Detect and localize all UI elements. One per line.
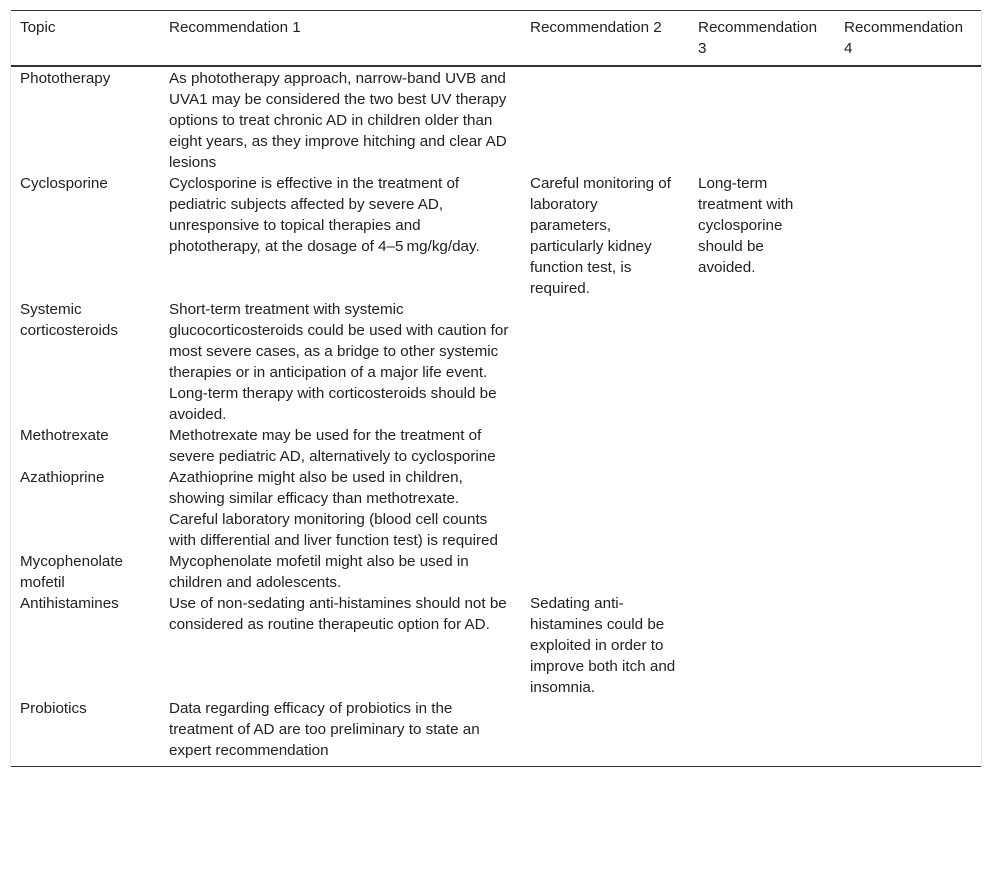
cell-recommendation-4 [834, 467, 982, 551]
cell-recommendation-4 [834, 698, 982, 767]
cell-topic: Cyclosporine [20, 175, 108, 192]
cell-recommendation-3: Long-term treatment with cyclosporine should be avoided. [698, 175, 794, 276]
cell-recommendation-2 [520, 698, 688, 767]
recommendations-table-container [10, 10, 982, 767]
cell-topic: Mycophenolate mofetil [20, 553, 124, 591]
cell-topic: Probiotics [20, 700, 87, 717]
cell-recommendation-3 [688, 551, 834, 593]
cell-recommendation-3 [688, 66, 834, 173]
table-row [10, 66, 982, 173]
cell-recommendation-1: Short-term treatment with systemic glucocorticosteroids could be used with caution for most severe cases, as a bridge to other systemic therapies or in anticipation of a major life event. Long-term therapy with corticosteroids should be avoided. [169, 301, 509, 423]
header-recommendation-3: Recommendation 3 [698, 19, 818, 57]
table-left-edge [10, 10, 11, 767]
header-recommendation-2: Recommendation 2 [530, 19, 662, 36]
cell-recommendation-1: Use of non-sedating anti-histamines should not be considered as routine therapeutic option for AD. [169, 595, 507, 633]
cell-recommendation-2 [520, 299, 688, 425]
table-row [10, 593, 982, 698]
cell-recommendation-4 [834, 66, 982, 173]
header-recommendation-4: Recommendation 4 [844, 19, 964, 57]
cell-recommendation-1: Cyclosporine is effective in the treatment of pediatric subjects affected by severe AD, unresponsive to topical therapies and phototherapy, at the dosage of 4–5 mg/kg/day. [169, 175, 480, 255]
cell-recommendation-3 [688, 593, 834, 698]
cell-topic: Systemic corticosteroids [20, 301, 118, 339]
cell-recommendation-2: Sedating anti-histamines could be exploited in order to improve both itch and insomnia. [530, 595, 676, 696]
cell-recommendation-1: Mycophenolate mofetil might also be used in children and adolescents. [169, 553, 469, 591]
cell-recommendation-4 [834, 299, 982, 425]
table-right-edge [981, 10, 982, 767]
cell-recommendation-3 [688, 698, 834, 767]
cell-topic: Antihistamines [20, 595, 119, 612]
header-row [10, 11, 982, 67]
cell-recommendation-2 [520, 551, 688, 593]
cell-topic: Azathioprine [20, 469, 105, 486]
cell-recommendation-4 [834, 173, 982, 299]
cell-recommendation-4 [834, 425, 982, 467]
cell-recommendation-1: Methotrexate may be used for the treatment of severe pediatric AD, alternatively to cyclosporine [169, 427, 496, 465]
cell-recommendation-4 [834, 551, 982, 593]
table-row [10, 551, 982, 593]
table-row [10, 698, 982, 767]
cell-recommendation-2 [520, 467, 688, 551]
header-topic: Topic [20, 19, 56, 36]
cell-topic: Phototherapy [20, 70, 111, 87]
table-body [10, 66, 982, 767]
recommendations-table [10, 10, 982, 767]
header-recommendation-1: Recommendation 1 [169, 19, 301, 36]
table-row [10, 299, 982, 425]
cell-recommendation-4 [834, 593, 982, 698]
table-header [10, 11, 982, 67]
table-row [10, 467, 982, 551]
cell-recommendation-1: As phototherapy approach, narrow-band UVB and UVA1 may be considered the two best UV therapy options to treat chronic AD in children older than eight years, as they improve hitching and clear AD lesions [169, 70, 507, 171]
cell-recommendation-2 [520, 66, 688, 173]
cell-recommendation-3 [688, 425, 834, 467]
table-row [10, 173, 982, 299]
cell-recommendation-3 [688, 467, 834, 551]
cell-recommendation-1: Data regarding efficacy of probiotics in the treatment of AD are too preliminary to state an expert recommendation [169, 700, 480, 759]
cell-recommendation-2 [520, 425, 688, 467]
cell-recommendation-3 [688, 299, 834, 425]
cell-topic: Methotrexate [20, 427, 109, 444]
cell-recommendation-1: Azathioprine might also be used in children, showing similar efficacy than methotrexate. Careful laboratory monitoring (blood cell counts with differential and liver function test) is required [169, 469, 498, 549]
table-row [10, 425, 982, 467]
cell-recommendation-2: Careful monitoring of laboratory parameters, particularly kidney function test, is required. [530, 175, 671, 297]
